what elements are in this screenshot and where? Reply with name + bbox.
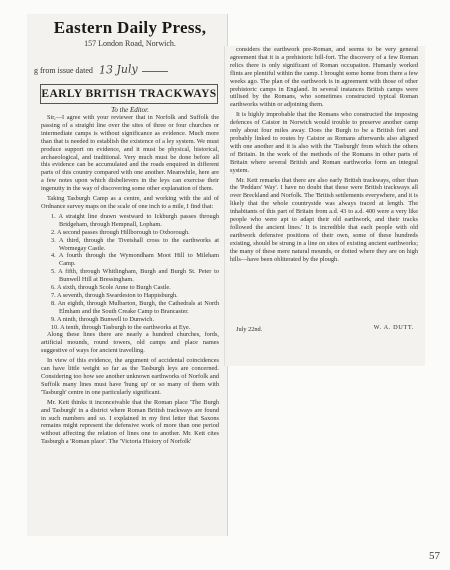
route-item: 5. A fifth, through Whitlingham, Burgh and Burgh St. Peter to Bunwell Hill at Bressingham.	[51, 268, 219, 284]
route-item: 10. A tenth, through Tasburgh to the earthworks at Eye.	[51, 323, 191, 331]
route-item: 8. An eighth, through Mulbarton, Burgh, the Cathedrals at North Elmham and the South Creake Camp to Brancaster.	[51, 299, 219, 315]
route-item: 2. A second passes through Hillborough to Oxborough.	[51, 228, 190, 236]
article-signature: W. A. DUTT.	[373, 324, 414, 331]
article-paragraph: In view of this evidence, the argument of accidental coincidences can have little weight so far as the Tasburgh leys are concerned. Considering too how see another unknown earthworks of Norfolk and Suffolk many lines must have 'hung up' or so many of them with 'Tasburgh' centre in one particularly significant.	[41, 357, 219, 396]
route-item: 9. A ninth, through Bunwell to Dunwich.	[51, 315, 155, 323]
route-item: 4. A fourth through the Wymondham Moot Hill to Mileham Camp.	[51, 252, 219, 268]
article-paragraph: Mr. Kett thinks it inconceivable that the Roman place 'The Burgh and Tasburgh' in a district where Roman British trackways are found in such numbers and so. I explained in my first letter that Saxons remains might represent the defensive work of more than one period without affecting the relation of lines one to another. Mr. Kett cites Tasburgh a 'Roman place'. The 'Victoria History of Norfolk'	[41, 398, 219, 446]
issue-date-handwritten: 13 July	[98, 62, 138, 77]
article-column-left	[41, 114, 219, 448]
route-item: 1. A straight line drawn westward to Ickburgh passes through Bridgeham, through Hempnall, Lopham.	[51, 212, 219, 228]
issue-date-rule	[142, 71, 168, 72]
newspaper-name: Eastern Daily Press,	[53, 18, 207, 37]
route-item: 3. A third, through the Tivetshall cross to the earthworks at Wormegay Castle.	[51, 236, 219, 252]
article-salutation: To the Editor.	[111, 106, 149, 114]
article-paragraph: Sir,—I agree with your reviewer that in Norfolk and Suffolk the passing of a straight line over the sites of three or four churches or intermediate camps is without significance as evidence. Much more than that is needed to establish the existence of a ley system. We must produce support on evidence, and it must be physical, historical, archaeological, and traditional. Very much must be done before all this evidence can be accumulated and the roads enquired in different parts of this country compared with one another. Meanwhile, here are a few notes upon which disbelievers in the leys can exercise their ingenuity in the way of discovering some other explanation of them.	[41, 114, 219, 193]
article-paragraph: considers the earthwork pre-Roman, and seems to be very general agreement that it is a prehistoric hill-fort. The discovery of a few Roman relics there is only significant of Roman occupation. Humanly worked flints are plentiful within the camp. I brought some home from there a few weeks ago. The plan of the earthwork is in agreement with those of other prehistoric camps in England. In several instances British camps were utilised by the Romans, who sometimes constructed typical Roman earthworks within or adjoining them.	[230, 46, 418, 109]
article-dateline: July 22nd.	[236, 326, 263, 333]
article-paragraph: Along these lines there are nearly a hundred churches, fords, artificial mounds, round towers, old camps and place names suggestive of ways for ancient travelling.	[41, 331, 219, 355]
newspaper-address: 157 London Road, Norwich.	[84, 39, 176, 48]
route-item: 6. A sixth, through Scole Anne to Burgh Castle.	[51, 284, 171, 292]
article-headline: EARLY BRITISH TRACKWAYS	[40, 84, 218, 104]
page-number: 57	[429, 550, 440, 562]
route-item: 7. A seventh, through Swardeston to Happisburgh.	[51, 291, 178, 299]
newspaper-masthead	[40, 18, 220, 49]
article-paragraph: Mr. Kett remarks that there are also early British trackways, other than the 'Peddars' Way'. I have no doubt that these were British trackways all over Breckland and Norfolk. The 'British settlements everywhere, and it is likely that the whole countryside was always traced at length. The inhabitants of this part of Britain from a.d. 43 to a.d. 400 were a very like people who were apt to adapt their old earthwork, and their tracks followed the ancient lines.' It is incredible that each people with old earthwork defensive positions of their own, some of these hundreds existing, should be strung in a line on sites of existing ancient earthworks; the many of these mere natural mounds, or dotted where they are on high hills—have been obliterated by the plough.	[230, 176, 418, 263]
article-column-right	[230, 46, 418, 265]
issue-line	[34, 64, 224, 77]
issue-prefix: g from issue dated	[34, 66, 93, 75]
article-paragraph: It is highly improbable that the Romans who constructed the imposing defences of Caistor in Norwich would trouble to preserve another camp only about four miles away. Does the Burgh to be a British fort and probably linked to routes by Caistor as Romans afterwards also aligned with one another and it is also with the 'Tasburgh' from which the others of Britain. In the work of the methods of the Romans in other parts of Britain where several British and Roman earthworks form an integral system.	[230, 111, 418, 174]
article-paragraph: Taking Tasburgh Camp as a centre, and working with the aid of Ordnance survey maps on the scale of one inch to a mile, I find that:	[41, 195, 219, 210]
